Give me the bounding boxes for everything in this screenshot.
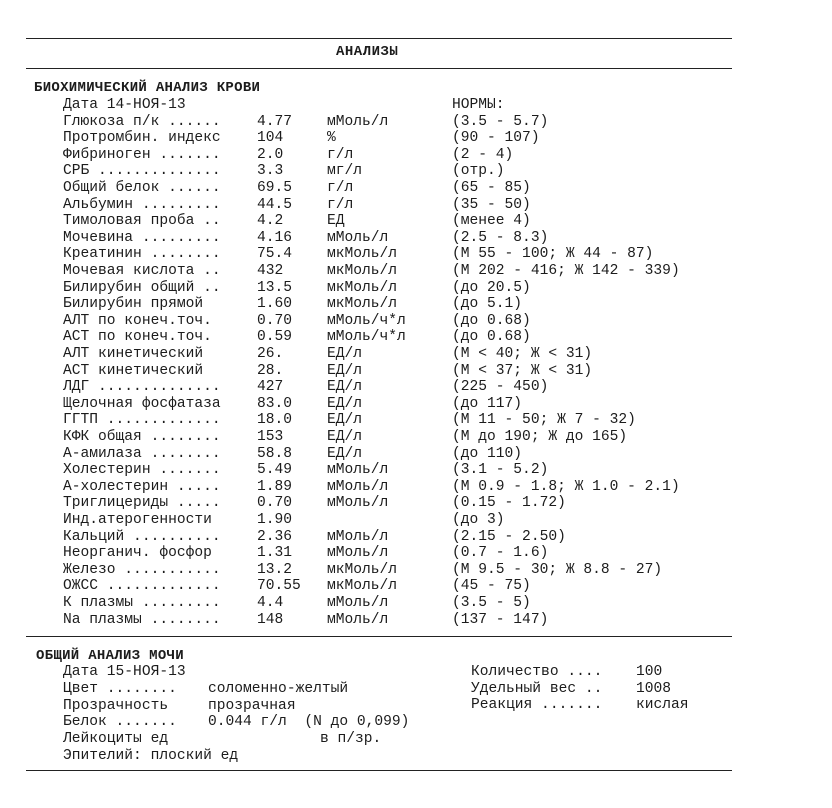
test-value: 4.16: [257, 229, 293, 246]
test-value: 13.2: [257, 561, 293, 578]
test-norm: (3.5 - 5.7): [452, 113, 549, 130]
urine-field-value: в п/зр.: [320, 731, 382, 747]
test-norm: (90 - 107): [452, 130, 540, 147]
test-value: 1.60: [257, 296, 293, 313]
test-value: 44.5: [257, 196, 293, 213]
test-norm: (М 11 - 50; Ж 7 - 32): [452, 412, 636, 429]
test-unit: г/л: [327, 196, 354, 213]
test-unit: ЕД/л: [327, 362, 363, 379]
test-norm: (М < 37; Ж < 31): [452, 362, 593, 379]
test-name: Щелочная фосфатаза: [63, 395, 221, 412]
test-norm: (65 - 85): [452, 179, 531, 196]
test-name: Билирубин прямой: [63, 296, 204, 313]
test-unit: мМоль/л: [327, 495, 389, 512]
test-norm: (М 202 - 416; Ж 142 - 339): [452, 262, 680, 279]
bottom-rule: [26, 770, 732, 771]
test-unit: ЕД/л: [327, 379, 363, 396]
test-unit: мМоль/л: [327, 611, 389, 628]
test-norm: (до 5.1): [452, 296, 523, 313]
blood-end-rule: [26, 636, 732, 637]
test-value: 28.: [257, 362, 284, 379]
test-name: А-холестерин .....: [63, 478, 221, 495]
urine-field-label: Лейкоциты ед: [63, 731, 169, 747]
test-norm: (45 - 75): [452, 578, 531, 595]
test-value: 2.36: [257, 528, 293, 545]
test-norm: (М до 190; Ж до 165): [452, 428, 628, 445]
test-norm: (до 20.5): [452, 279, 531, 296]
test-unit: ЕД: [327, 213, 345, 230]
test-norm: (0.7 - 1.6): [452, 545, 549, 562]
test-value: 1.90: [257, 511, 293, 528]
test-value: 13.5: [257, 279, 293, 296]
blood-date: Дата 14-НОЯ-13: [63, 97, 186, 113]
test-name: Мочевая кислота ..: [63, 262, 221, 279]
norms-label: НОРМЫ:: [452, 97, 505, 113]
test-norm: (225 - 450): [452, 379, 549, 396]
test-norm: (отр.): [452, 163, 505, 180]
test-name: Na плазмы ........: [63, 611, 221, 628]
test-unit: ЕД/л: [327, 395, 363, 412]
urine-field-label: Реакция .......: [471, 697, 603, 713]
test-name: А-амилаза ........: [63, 445, 221, 462]
test-unit: ЕД/л: [327, 428, 363, 445]
test-norm: (до 110): [452, 445, 523, 462]
urine-field-label: Прозрачность: [63, 698, 169, 714]
test-unit: мг/л: [327, 163, 363, 180]
test-name: Инд.атерогенности: [63, 511, 212, 528]
test-norm: (35 - 50): [452, 196, 531, 213]
test-value: 1.31: [257, 545, 293, 562]
urine-field-value: 100: [636, 664, 663, 680]
test-unit: мкМоль/л: [327, 296, 398, 313]
test-unit: мкМоль/л: [327, 279, 398, 296]
test-value: 2.0: [257, 146, 284, 163]
test-value: 4.4: [257, 594, 284, 611]
test-value: 75.4: [257, 246, 293, 263]
test-norm: (до 0.68): [452, 329, 531, 346]
test-name: АСТ кинетический: [63, 362, 204, 379]
test-norm: (до 3): [452, 511, 505, 528]
test-unit: мкМоль/л: [327, 578, 398, 595]
test-norm: (М 0.9 - 1.8; Ж 1.0 - 2.1): [452, 478, 680, 495]
test-norm: (М 9.5 - 30; Ж 8.8 - 27): [452, 561, 663, 578]
urine-field-value: 1008: [636, 681, 672, 697]
test-norm: (2.15 - 2.50): [452, 528, 566, 545]
test-name: Холестерин .......: [63, 462, 221, 479]
test-norm: (до 0.68): [452, 312, 531, 329]
test-name: Протромбин. индекс: [63, 130, 221, 147]
test-value: 58.8: [257, 445, 293, 462]
test-value: 153: [257, 428, 284, 445]
top-rule: [26, 38, 732, 39]
test-norm: (менее 4): [452, 213, 531, 230]
test-name: Общий белок ......: [63, 179, 221, 196]
test-value: 148: [257, 611, 284, 628]
test-name: Триглицериды .....: [63, 495, 221, 512]
test-value: 0.70: [257, 495, 293, 512]
test-name: Альбумин .........: [63, 196, 221, 213]
test-unit: мкМоль/л: [327, 246, 398, 263]
test-name: К плазмы .........: [63, 594, 221, 611]
test-name: АЛТ кинетический: [63, 345, 204, 362]
test-unit: мМоль/ч*л: [327, 312, 406, 329]
urine-field-value: 0.044 г/л (N до 0,099): [208, 714, 410, 730]
test-value: 1.89: [257, 478, 293, 495]
test-unit: мкМоль/л: [327, 262, 398, 279]
test-name: Кальций ..........: [63, 528, 221, 545]
test-unit: ЕД/л: [327, 445, 363, 462]
urine-field-value: соломенно-желтый: [208, 681, 349, 697]
test-unit: ЕД/л: [327, 345, 363, 362]
test-unit: мМоль/л: [327, 528, 389, 545]
test-value: 83.0: [257, 395, 293, 412]
test-value: 104: [257, 130, 284, 147]
test-value: 26.: [257, 345, 284, 362]
urine-field-value: прозрачная: [208, 698, 296, 714]
urine-field-label: Белок .......: [63, 714, 177, 730]
test-name: ЛДГ ..............: [63, 379, 221, 396]
test-norm: (0.15 - 1.72): [452, 495, 566, 512]
test-unit: мМоль/л: [327, 113, 389, 130]
test-name: АСТ по конеч.точ.: [63, 329, 212, 346]
test-name: Фибриноген .......: [63, 146, 221, 163]
test-name: Креатинин ........: [63, 246, 221, 263]
test-unit: мМоль/ч*л: [327, 329, 406, 346]
test-value: 0.70: [257, 312, 293, 329]
test-value: 0.59: [257, 329, 293, 346]
test-unit: мМоль/л: [327, 462, 389, 479]
urine-field-label: Количество ....: [471, 664, 603, 680]
urine-heading: ОБЩИЙ АНАЛИЗ МОЧИ: [36, 648, 184, 664]
test-name: Неорганич. фосфор: [63, 545, 212, 562]
test-unit: ЕД/л: [327, 412, 363, 429]
test-norm: (3.5 - 5): [452, 594, 531, 611]
test-name: Мочевина .........: [63, 229, 221, 246]
urine-field-label: Эпителий: плоский ед: [63, 748, 239, 764]
test-unit: г/л: [327, 179, 354, 196]
test-value: 4.77: [257, 113, 293, 130]
urine-field-value: кислая: [636, 697, 689, 713]
test-value: 432: [257, 262, 284, 279]
test-name: КФК общая ........: [63, 428, 221, 445]
test-name: ОЖСС .............: [63, 578, 221, 595]
test-value: 70.55: [257, 578, 301, 595]
test-norm: (2.5 - 8.3): [452, 229, 549, 246]
test-name: АЛТ по конеч.точ.: [63, 312, 212, 329]
test-unit: г/л: [327, 146, 354, 163]
test-value: 69.5: [257, 179, 293, 196]
blood-heading: БИОХИМИЧЕСКИЙ АНАЛИЗ КРОВИ: [34, 80, 261, 96]
urine-field-label: Дата 15-НОЯ-13: [63, 664, 186, 680]
test-norm: (2 - 4): [452, 146, 514, 163]
test-value: 5.49: [257, 462, 293, 479]
test-name: Железо ...........: [63, 561, 221, 578]
urine-field-label: Цвет ........: [63, 681, 177, 697]
test-name: Глюкоза п/к ......: [63, 113, 221, 130]
test-unit: %: [327, 130, 336, 147]
page-title: АНАЛИЗЫ: [336, 44, 399, 60]
title-rule: [26, 68, 732, 69]
test-norm: (до 117): [452, 395, 523, 412]
urine-field-label: Удельный вес ..: [471, 681, 603, 697]
test-name: ГГТП .............: [63, 412, 221, 429]
test-value: 427: [257, 379, 284, 396]
test-unit: мМоль/л: [327, 594, 389, 611]
test-value: 18.0: [257, 412, 293, 429]
test-value: 3.3: [257, 163, 284, 180]
test-norm: (М 55 - 100; Ж 44 - 87): [452, 246, 654, 263]
test-norm: (137 - 147): [452, 611, 549, 628]
test-unit: мМоль/л: [327, 229, 389, 246]
test-unit: мМоль/л: [327, 545, 389, 562]
test-unit: мМоль/л: [327, 478, 389, 495]
test-unit: мкМоль/л: [327, 561, 398, 578]
test-value: 4.2: [257, 213, 284, 230]
test-norm: (3.1 - 5.2): [452, 462, 549, 479]
test-name: Билирубин общий ..: [63, 279, 221, 296]
test-name: СРБ ..............: [63, 163, 221, 180]
test-norm: (М < 40; Ж < 31): [452, 345, 593, 362]
test-name: Тимоловая проба ..: [63, 213, 221, 230]
